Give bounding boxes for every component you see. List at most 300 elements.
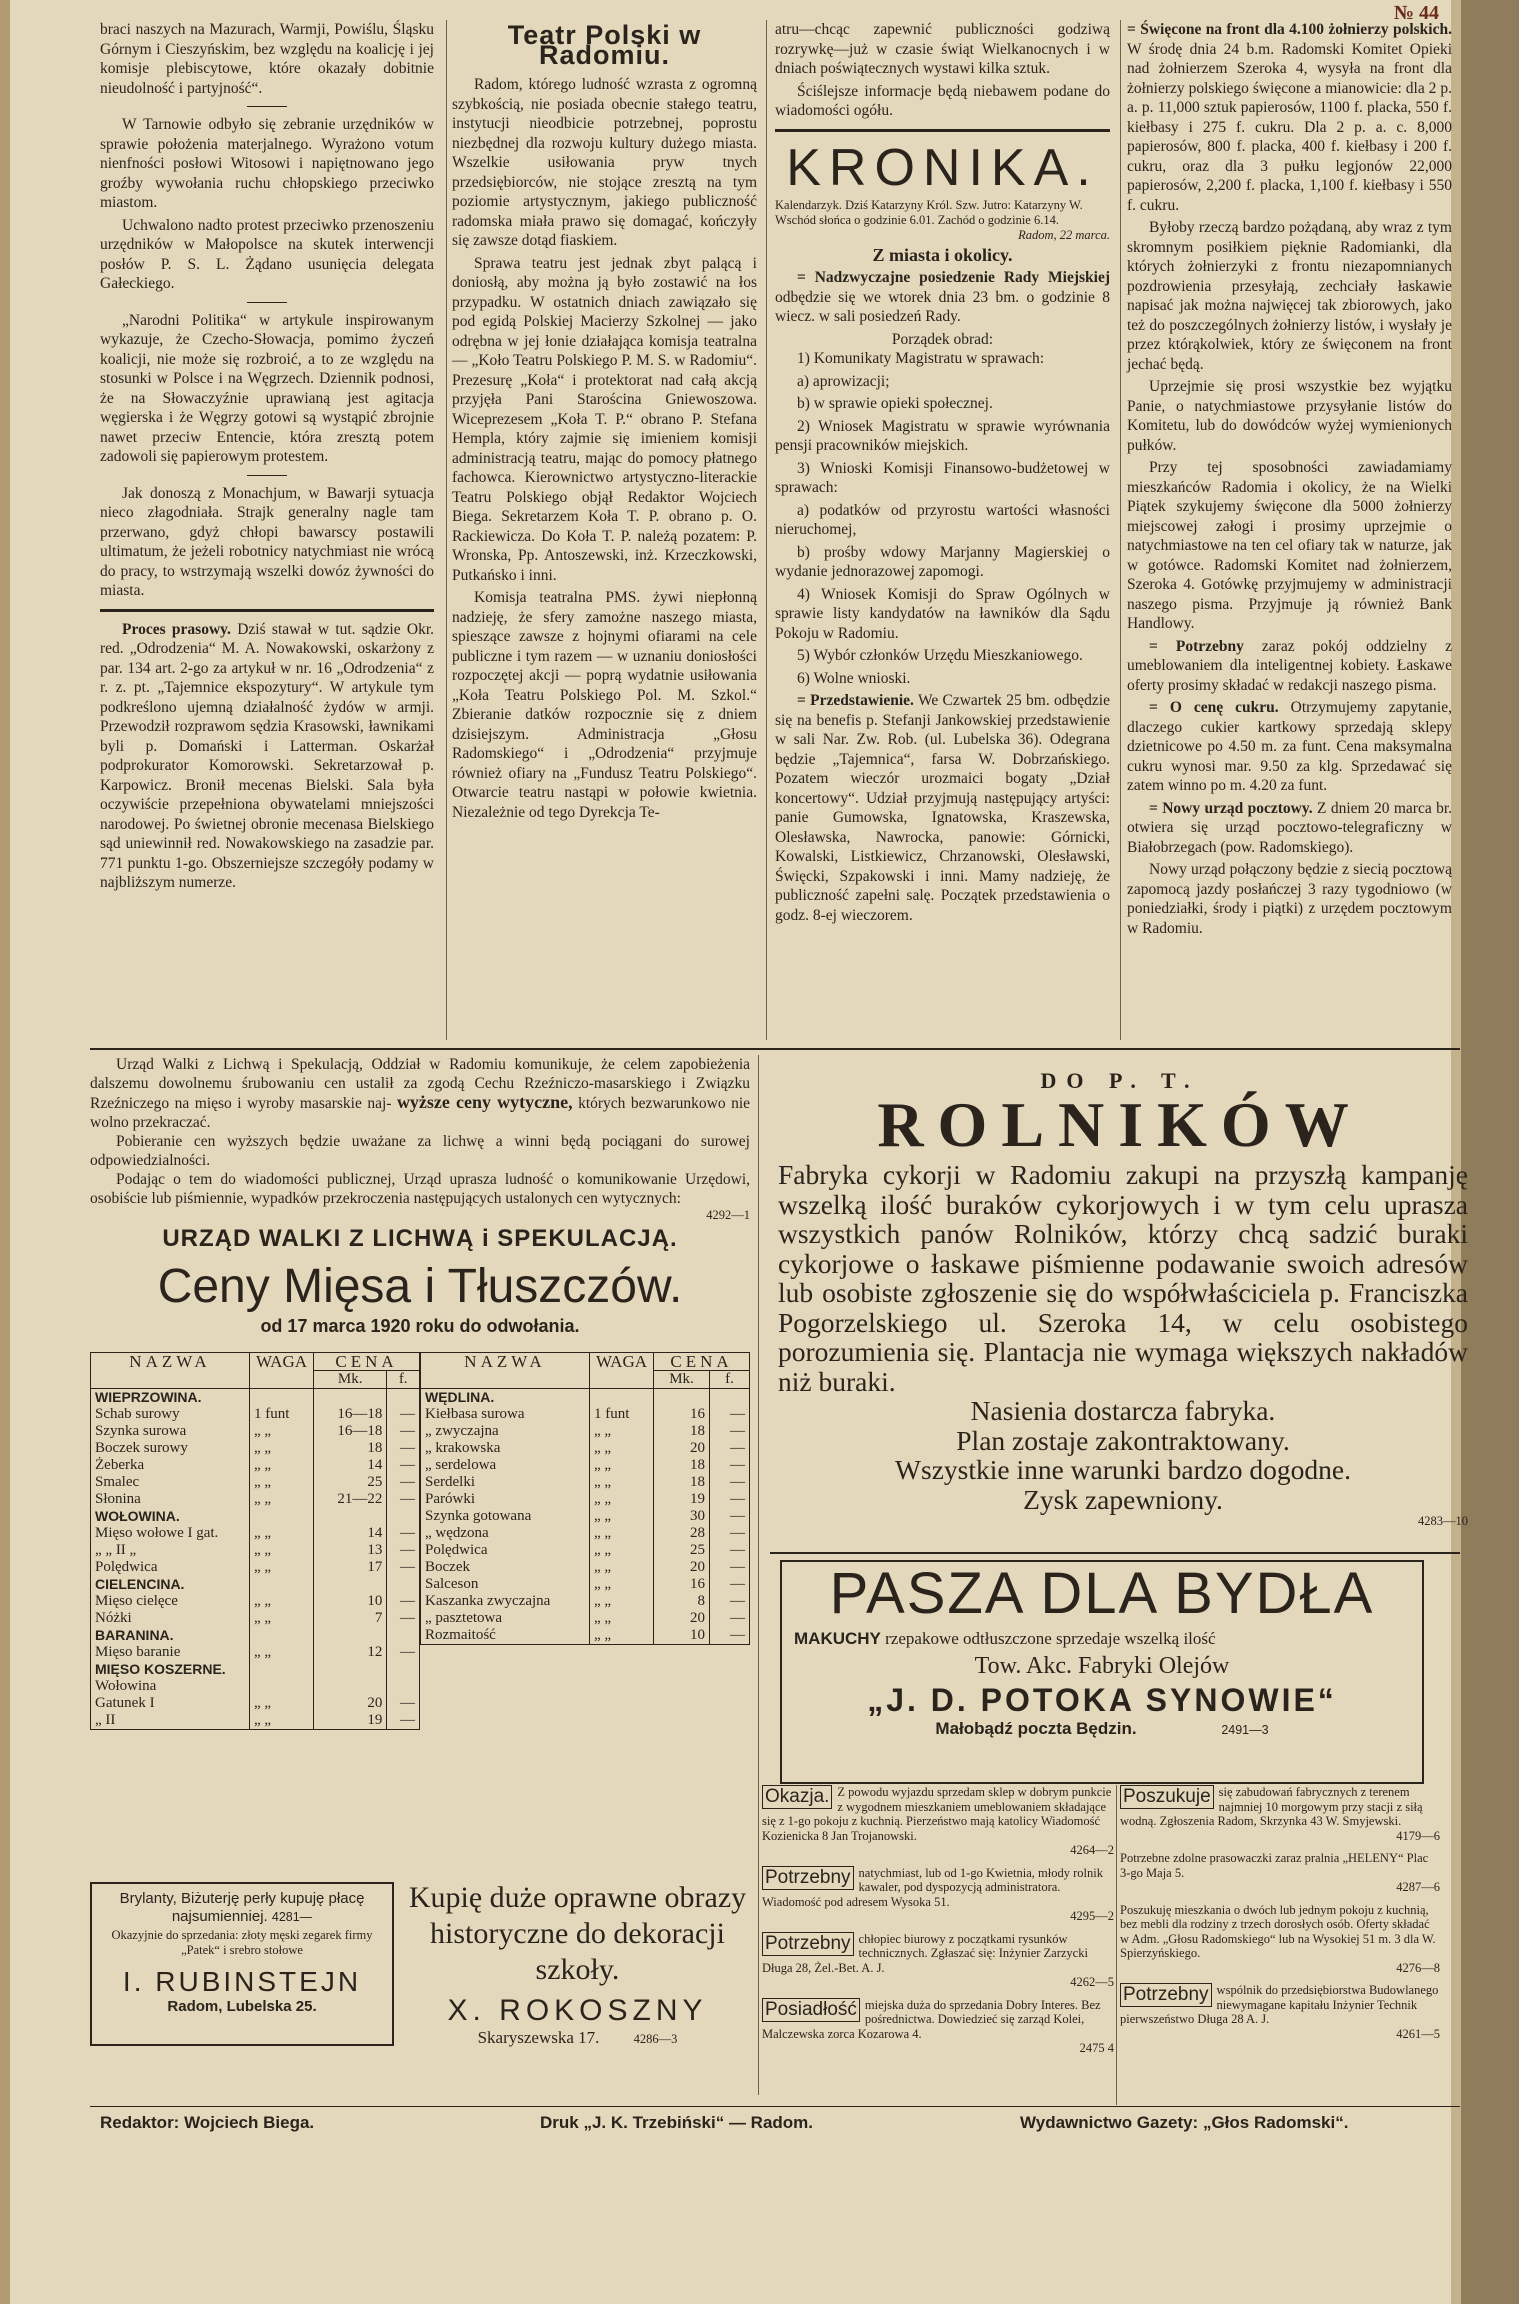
column-rule [446,20,447,1040]
article-lead: = O cenę cukru. [1149,699,1279,716]
price-mk-cell: 14 [314,1525,387,1542]
notice-text: Urząd Walki z Lichwą i Spekulacją, Oddział w Radomiu komunikuje, że celem zapobieżenia dalszemu dowolnemu śrubowaniu cen ustalił za zgodą Cechu Rzeźniczo-masarskiego i Związku Rzeźniczego na mięso i wyroby masarskie naj- [90,1056,750,1112]
header-mk: Mk. [314,1371,387,1389]
price-table-body [421,1389,750,1645]
header-waga: WAGA [250,1353,314,1389]
rubinstejn-ref: 4281— [271,1910,313,1924]
pasza-ad [780,1560,1424,1784]
price-f-cell: — [709,1525,749,1542]
price-mk-cell: 19 [314,1712,387,1730]
article-swiecone [1127,20,1452,215]
price-row [91,1559,420,1576]
price-row [421,1491,750,1508]
article-teatr-cont: atru—chcąc zapewnić publiczności godziwą rozrywkę—już w czasie świąt Wielkanocnych i w dniach poświątecznych wystawi kilka sztuk. [775,21,1110,77]
classified-text: się zabudowań fabrycznych z terenem najmniej 10 morgowym przy stacji z siłą wodną. Zgłoszenia Radom, Skrzynka 43 W. Smyjewski. [1120,1785,1423,1828]
price-mk-cell [314,1389,387,1407]
weight-cell: 1 funt [590,1406,654,1423]
weight-cell: „ „ [250,1440,314,1457]
notice-ref: 4292—1 [706,1208,750,1222]
weight-cell: „ „ [250,1491,314,1508]
footer-editor: Redaktor: Wojciech Biega. [100,2113,315,2132]
item-name: „ pasztetowa [421,1610,590,1627]
price-mk-cell: 17 [314,1559,387,1576]
header-f: f. [709,1371,749,1389]
pasza-company: Tow. Akc. Fabryki Olejów [974,1653,1230,1679]
weight-cell: „ „ [590,1559,654,1576]
price-row [421,1457,750,1474]
classified-keyword: Potrzebny [762,1866,854,1890]
weight-cell: 1 funt [250,1406,314,1423]
classified-keyword: Potrzebny [762,1932,854,1956]
section-title-city: Z miasta i okolicy. [872,244,1013,265]
classified-keyword: Okazja. [762,1785,832,1809]
article-plebiscite: braci naszych na Mazurach, Warmji, Powiślu, Śląsku Górnym i Cieszyńskim, bez względu na koalicję i jej komisje plebiscytowe, które okazały dobitnie nieudolność i partyjność“. [100,21,434,97]
weight-cell: „ „ [590,1423,654,1440]
classified-text: Potrzebne zdolne prasowaczki zaraz pralnia „HELENY“ Plac 3-go Maja 5. [1120,1851,1429,1880]
price-mk-cell: 10 [314,1593,387,1610]
price-row [421,1525,750,1542]
item-name: Mięso wołowe I gat. [91,1525,250,1542]
weight-cell: „ „ [250,1559,314,1576]
price-f-cell: — [387,1593,420,1610]
item-name: „ krakowska [421,1440,590,1457]
price-f-cell [387,1661,420,1678]
weight-cell: „ „ [590,1593,654,1610]
article-text: We Czwartek 25 bm. odbędzie się na benefis p. Stefanji Jankowskiej przedstawienie w sali Nar. Zw. Rob. (ul. Lubelska 36). Odegrana będzie „Tajemnica“, farsa W. Dobrzańskiego. Pozatem wieczór urozmaici bogaty „Dział koncertowy“. Udział przyjmują następujący artyści: panie Gumowska, Ignatowska, Kraszewska, Olesławska, Nawrocka, panowie: Górnicki, Kowalski, Listkiewicz, Chrzanowski, Olesławski, Święcki, Szpakowski i inni. Mamy nadzieję, że publiczność zapełni salę. Początek przedstawienia o godz. 8-ej wieczorem. [775,692,1110,924]
footer-rule [90,2106,1460,2107]
price-row [421,1559,750,1576]
classified-ref: 4287—6 [1396,1880,1440,1894]
pasza-address [782,1719,1422,1739]
rubinstejn-line: Brylanty, Biżuterję perły kupuję płacę najsumienniej. [119,1890,365,1925]
article-text: odbędzie się we wtorek dnia 23 bm. o godzinie 8 wiecz. w sali posiedzeń Rady. [775,288,1110,325]
price-f-cell [387,1627,420,1644]
agenda-item: 6) Wolne wnioski. [797,669,911,687]
weight-cell: „ „ [590,1457,654,1474]
classified-ref: 4295—2 [1070,1909,1114,1923]
price-mk-cell: 20 [314,1695,387,1712]
price-mk-cell: 20 [654,1440,710,1457]
classified-ad [1120,1983,1440,2041]
classified-ad [1120,1851,1440,1895]
price-mk-cell: 20 [654,1610,710,1627]
classified-text: Z powodu wyjazdu sprzedam sklep w dobrym punkcie z wygodnem mieszkaniem umeblowaniem składające się z 1-go pokoju z kuchnią. Pierzeństwo mają katolicy Wiadomość Kozienicka 8 Jan Trojanowski. [762,1785,1112,1843]
price-f-cell: — [709,1542,749,1559]
rokoszny-text: Kupię duże oprawne obrazy historyczne do dekoracji szkoły. [408,1881,747,1986]
price-row [421,1576,750,1593]
weight-cell: „ „ [590,1576,654,1593]
column-3 [775,20,1110,928]
pasza-makuchy: MAKUCHY [794,1629,881,1648]
rokoszny-address [405,2028,750,2048]
notice-emphasis: wyższe ceny wytyczne, [396,1092,573,1112]
article-lead: = Nowy urząd pocztowy. [1149,799,1313,817]
price-f-cell: — [709,1491,749,1508]
article-teatr-p3: Komisja teatralna PMS. żywi niepłonną nadzieję, że sfery zamożne naszego miasta, spieszące zawsze z hojnymi ofiarami na cele publiczne i tym razem — w uznaniu doniosłości rozpoczętej akcji — poprą wydatnie usiłowania „Koła Teatru Polskiego Pol. M. Szkol.“ Zbieranie datków rozpocznie się z dniem dzisiejszym. Administracja „Głosu Radomskiego“ i „Odrodzenia“ przyjmuje również ofiary na „Fundusz Teatru Polskiego“. Otwarcie teatru nastąpi w połowie kwietnia. Niezależnie od tego Dyrekcja Te- [452,589,757,821]
price-f-cell: — [387,1491,420,1508]
article-lead: = Potrzebny [1149,637,1244,655]
rubinstejn-offer: Okazyjnie do sprzedania: złoty męski zegarek firmy „Patek“ i srebro stołowe [111,1928,373,1957]
section-divider [90,1048,1460,1050]
article-bavaria: Jak donoszą z Monachjum, w Bawarji sytuacja nieco złagodniała. Strajk generalny nagle tam przerwano, gdyż chłopi bawarscy postawili ultimatum, że jeżeli robotnicy natychmiast nie wrócą do pracy, to wstrzymają wszelki dowóz żywności do miasta. [100,484,434,599]
item-name: Rozmaitość [421,1627,590,1645]
notice-urzad-walki [90,1055,750,1223]
article-press-trial [100,620,434,893]
agenda-item: 1) Komunikaty Magistratu w sprawach: [797,350,1045,367]
price-f-cell [709,1389,749,1407]
price-mk-cell [314,1508,387,1525]
item-name: Polędwica [91,1559,250,1576]
price-row [421,1423,750,1440]
header-mk: Mk. [654,1371,710,1389]
weight-cell [250,1661,314,1678]
price-mk-cell: 10 [654,1627,710,1645]
price-mk-cell: 16 [654,1406,710,1423]
notice-p2: Pobieranie cen wyższych będzie uważane za lichwę a winni będą pociągani do surowej odpowiedzialności. [90,1133,750,1169]
price-row [421,1593,750,1610]
rolnikow-line: Wszystkie inne warunki bardzo dogodne. [895,1454,1351,1485]
rokoszny-name: X. ROKOSZNY [447,1994,708,2027]
section-rule [775,129,1110,132]
weight-cell: „ „ [590,1440,654,1457]
article-rada [775,268,1110,327]
separator [247,475,287,476]
classified-ref: 2475 4 [1079,2041,1114,2055]
rokoszny-ad [405,1880,750,2048]
article-narodni-politika: „Narodni Politika“ w artykule inspirowanym wykazuje, że Czecho-Słowacja, pomimo życzeń koalicji, nie może się rozbroić, a to ze względu na stosunki w Polsce i na Węgrzech. Dziennik podnosi, że na Słowaczyźnie uprawianą jest agitacja węgierska i że Węgrzy gotowi są wystąpić zbrojnie nawet przeciw Entencie, która zresztą potem zadowoli się papierowym protestem. [100,311,434,465]
column-2 [452,20,757,825]
price-row [91,1678,420,1695]
article-urzad-pocztowy [1127,799,1452,858]
price-row [91,1423,420,1440]
price-mk-cell [314,1576,387,1593]
price-mk-cell: 30 [654,1508,710,1525]
price-table-left [90,1352,420,1730]
item-name: Mięso baranie [91,1644,250,1661]
weight-cell: „ „ [590,1542,654,1559]
rubinstejn-text [92,1884,392,1926]
article-text: Dziś stawał w tut. sądzie Okr. red. „Odrodzenia“ M. A. Nowakowski, oskarżony z par. 134 art. 2-go za artykuł w nr. 16 „Odrodzenia“ z r. z. pt. „Tajemnice ekspozytury“. W artykule tym podkreślono ujemną działalność żydów w armji. Przewodził rozprawom sędzia Krasowski, ławnikami byli p. Domański i Latterman. Oskarżał podprokurator Komorowski. Sekretarzował p. Karpowicz. Bronił mecenas Bielski. Sala była oczywiście przepełniona obywatelami mniejszości narodowej. Po świetnej obronie mecenasa Bielskiego sąd uniewinnił red. Nowakowskiego na zasadzie par. 771 punktu 1-go. Obszerniejsze szczegóły podamy w najbliższym numerze. [100,620,435,891]
article-text: Otrzymujemy zapytanie, dlaczego cukier kartkowy sprzedają sklepy dzietnicowe po 4.50 m. za funt. Cena maksymalna cukru wynosi mar. 9.50 za klg. Sprzedawać się zatem winno po m. 4.20 za funt. [1127,699,1452,794]
article-tarnow-protest: Uchwalono nadto protest przeciwko przenoszeniu urzędników w Małopolsce na skutek interwencji posłów P. S. L. Żądano usunięcia delegata Gałeckiego. [100,216,434,292]
classifieds-middle [762,1785,1114,2064]
item-name: Szynka gotowana [421,1508,590,1525]
price-f-cell: — [387,1474,420,1491]
classified-text: miejska duża do sprzedania Dobry Interes. Bez pośrednictwa. Dowiedzieć się zarząd Kolei, Malczewska zorca Kozarowa 4. [762,1997,1101,2041]
article-swiecone-p4: Przy tej sposobności zawiadamiamy mieszkańców Radomia i okolicy, że na Wielki Piątek szykujemy święcone dla 5000 żołnierzy miejscowej załogi i prosimy uprzejmie o natychmiastowe na ten cel ofiary tak w naturze, jak w gotówce. Radomski Komitet nad żołnierzem, Szeroka 4. Gotówkę przyjmujemy w administracji naszego pisma. Przyjmuje ją również Bank Handlowy. [1127,459,1452,632]
weight-cell: „ „ [250,1542,314,1559]
price-f-cell: — [709,1627,749,1645]
item-name: Boczek surowy [91,1440,250,1457]
price-category-row [91,1508,420,1525]
price-row [421,1610,750,1627]
article-text: Z dniem 20 marca br. otwiera się urząd pocztowo-telegraficzny w Białobrzegach (pow. Radomskiego). [1127,799,1453,856]
rubinstejn-address: Radom, Lubelska 25. [167,1998,317,2015]
category-name: WĘDLINA. [421,1389,590,1407]
article-potrzebny [1127,637,1452,696]
weight-cell: „ „ [250,1712,314,1730]
article-urzad-pocztowy-p2: Nowy urząd połączony będzie z siecią pocztową zapomocą jazdy posłańczej 3 razy tygodniowo (w poniedziałki, środy i piątki) z urzędem pocztowym w Radomiu. [1127,861,1452,937]
item-name: Kaszanka zwyczajna [421,1593,590,1610]
price-category-row [421,1389,750,1407]
price-mk-cell: 25 [314,1474,387,1491]
classified-ad [762,1785,1114,1858]
notice-text: których bezwarunkowo nie wolno przekraczać. [90,1095,751,1131]
price-f-cell: — [387,1440,420,1457]
price-mk-cell [654,1389,710,1407]
price-table-body [91,1389,420,1730]
weight-cell [250,1627,314,1644]
ceny-date: od 17 marca 1920 roku do odwołania. [260,1316,580,1336]
agenda-item: b) w sprawie opieki społecznej. [797,395,993,412]
item-name: „ II [91,1712,250,1730]
left-page-edge [0,0,10,2304]
article-lead: = Przedstawienie. [797,692,914,709]
classified-text: Poszukuję mieszkania o dwóch lub jednym pokoju z kuchnią, bez mebli dla rodziny z trzech dorosłych osób. Oferty składać w Adm. „Głosu Radomskiego“ lub na Wysokiej 51 m. 3 dla W. Spierzyńskiego. [1120,1902,1436,1960]
classified-text: wspólnik do przedsiębiorstwa Budowlanego niewymagane kapitału Inżynier Technik pierwszeństwo Długa 28 A. J. [1120,1983,1439,2026]
header-waga: WAGA [590,1353,654,1389]
article-teatr-info: Ściślejsze informacje będą niebawem podane do wiadomości ogółu. [775,82,1110,119]
separator [247,302,287,303]
weight-cell: „ „ [250,1457,314,1474]
price-mk-cell: 18 [654,1457,710,1474]
weight-cell [250,1678,314,1695]
price-f-cell: — [709,1474,749,1491]
footer-publisher: Wydawnictwo Gazety: „Głos Radomski“. [1020,2113,1349,2132]
price-f-cell: — [709,1593,749,1610]
classified-keyword: Poszukuje [1120,1785,1214,1809]
article-tarnow: W Tarnowie odbyło się zebranie urzędników w sprawie położenia materjalnego. Wyrażono votum nienfności posłowi Witosowi i napiętnowano jego groźby wywołania ruchu chłopskiego przeciwko miastom. [100,116,434,211]
price-category-row [91,1661,420,1678]
classified-text: natychmiast, lub od 1-go Kwietnia, młody rolnik kawaler, pod dyspozycją administratora. Wiadomość pod adresem Wysoka 51. [762,1865,1103,1909]
price-row [91,1491,420,1508]
price-row [421,1508,750,1525]
price-f-cell [387,1389,420,1407]
classified-ref: 4262—5 [1070,1975,1114,1989]
agenda-item: 3) Wnioski Komisji Finansowo-budżetowej w sprawach: [775,459,1110,496]
weight-cell: „ „ [250,1644,314,1661]
weight-cell: „ „ [590,1491,654,1508]
weight-cell: „ „ [250,1474,314,1491]
price-mk-cell: 12 [314,1644,387,1661]
classified-ref: 4261—5 [1396,2026,1440,2041]
urzad-heading: URZĄD WALKI Z LICHWĄ i SPEKULACJĄ. [162,1225,678,1252]
price-f-cell: — [709,1406,749,1423]
classified-ref: 4179—6 [1396,1828,1440,1843]
pasza-text: rzepakowe odtłuszczone sprzedaje wszelką ilość [885,1629,1216,1648]
weight-cell: „ „ [590,1474,654,1491]
section-title-kronika: KRONIKA. [786,138,1099,197]
classified-ref: 4276—8 [1396,1960,1440,1975]
price-mk-cell: 18 [314,1440,387,1457]
footer-printer: Druk „J. K. Trzebiński“ — Radom. [540,2113,814,2132]
rolnikow-body [778,1160,1468,1529]
price-f-cell: — [387,1457,420,1474]
weight-cell: „ „ [250,1593,314,1610]
price-mk-cell: 8 [654,1593,710,1610]
category-name: MIĘSO KOSZERNE. [91,1661,250,1678]
price-f-cell: — [387,1644,420,1661]
dateline: Radom, 22 marca. [1018,227,1110,242]
header-nazwa: NAZWA [91,1353,250,1389]
price-mk-cell: 18 [654,1423,710,1440]
weight-cell [250,1389,314,1407]
pasza-address-text: Małobądź poczta Będzin. [935,1719,1137,1738]
item-name: Wołowina [91,1678,250,1695]
rolnikow-line: Zysk zapewniony. [1023,1483,1223,1515]
weight-cell [250,1576,314,1593]
price-mk-cell: 28 [654,1525,710,1542]
article-swiecone-p2: Byłoby rzeczą bardzo pożądaną, aby wraz z tym skromnym posiłkiem pięknie Radomianki, dla których żołnierzyki z frontu niezapomnianych pozdrowienia przesyłają, zechciały łaskawie napisać jak można najwięcej tak zbiorowych, jako też do poszczególnych żołnierzy listów, i wysłały je przez którąkolwiek, który ze święconem na front jechać będą. [1127,219,1452,373]
article-swiecone-p3: Uprzejmie się prosi wszystkie bez wyjątku Panie, o natychmiastowe przysyłanie listów do Komitetu, lub do dowódców wyżej wymienionych pułków. [1127,378,1452,454]
price-f-cell [387,1508,420,1525]
weight-cell [590,1389,654,1407]
weight-cell: „ „ [250,1695,314,1712]
item-name: Mięso cielęce [91,1593,250,1610]
price-row [91,1525,420,1542]
price-f-cell [387,1678,420,1695]
price-mk-cell: 19 [654,1491,710,1508]
item-name: Słonina [91,1491,250,1508]
item-name: Boczek [421,1559,590,1576]
item-name: Kiełbasa surowa [421,1406,590,1423]
price-mk-cell: 21—22 [314,1491,387,1508]
price-f-cell: — [387,1610,420,1627]
item-name: Szynka surowa [91,1423,250,1440]
separator [247,106,287,107]
price-mk-cell: 14 [314,1457,387,1474]
category-name: WIEPRZOWINA. [91,1389,250,1407]
item-name: „ serdelowa [421,1457,590,1474]
price-mk-cell: 16 [654,1576,710,1593]
item-name: Nóżki [91,1610,250,1627]
column-rule [1116,1785,1117,2105]
item-name: „ zwyczajna [421,1423,590,1440]
price-f-cell: — [709,1559,749,1576]
column-rule [758,1055,759,2095]
price-mk-cell: 16—18 [314,1423,387,1440]
rolnikow-ref: 4283—10 [1418,1514,1468,1528]
item-name: Schab surowy [91,1406,250,1423]
column-1 [100,20,434,896]
price-row [421,1406,750,1423]
price-row [91,1593,420,1610]
price-row [91,1712,420,1730]
headline-teatr: Teatr Polski w Radomiu. [507,20,702,70]
item-name: Smalec [91,1474,250,1491]
rolnikow-title: ROLNIKÓW [877,1089,1363,1160]
item-name: „ wędzona [421,1525,590,1542]
rubinstejn-ad [90,1882,394,2046]
header-f: f. [387,1371,420,1389]
agenda-item: a) aprowizacji; [797,372,890,390]
price-row [421,1542,750,1559]
price-mk-cell [314,1627,387,1644]
classified-ad [1120,1785,1440,1843]
price-f-cell [387,1576,420,1593]
agenda-title: Porządek obrad: [891,330,994,348]
item-name: „ „ II „ [91,1542,250,1559]
agenda-item: 5) Wybór członków Urzędu Mieszkaniowego. [797,647,1083,664]
calendar-note: Kalendarzyk. Dziś Katarzyny Król. Szw. Jutro: Katarzyny W. [775,197,1083,212]
category-name: WOŁOWINA. [91,1508,250,1525]
rolnikow-line: Nasienia dostarcza fabryka. [970,1395,1276,1426]
price-row [91,1440,420,1457]
price-table-right [420,1352,750,1645]
rokoszny-ref: 4286—3 [633,2032,678,2046]
pasza-ref: 2491—3 [1221,1723,1269,1737]
column-4 [1127,20,1452,941]
pasza-title: PASZA DLA BYDŁA [829,1561,1375,1626]
page-number: № 44 [1393,2,1439,24]
ad-divider [770,1552,1460,1554]
weight-cell: „ „ [250,1525,314,1542]
price-category-row [91,1389,420,1407]
weight-cell: „ „ [250,1423,314,1440]
agenda-item: 4) Wniosek Komisji do Spraw Ogólnych w sprawie listy kandydatów na ławników dla Sądu Pokoju w Radomiu. [775,585,1110,642]
weight-cell: „ „ [250,1610,314,1627]
column-rule [1120,20,1121,1040]
price-f-cell: — [709,1508,749,1525]
classified-ref: 4264—2 [1070,1843,1114,1857]
rubinstejn-name: I. RUBINSTEJN [122,1966,362,1997]
price-f-cell: — [387,1695,420,1712]
agenda-item: a) podatków od przyrostu wartości własności nieruchomej, [775,501,1110,538]
price-f-cell: — [387,1542,420,1559]
header-cena: CENA [654,1353,750,1371]
section-rule [100,609,434,612]
classified-keyword: Posiadłość [762,1998,860,2022]
price-mk-cell: 25 [654,1542,710,1559]
classified-ad [762,1932,1114,1990]
classifieds-right [1120,1785,1440,2049]
classified-ad [762,1866,1114,1924]
item-name: Serdelki [421,1474,590,1491]
article-lead: Proces prasowy. [122,620,231,638]
item-name: Polędwica [421,1542,590,1559]
classified-keyword: Potrzebny [1120,1983,1212,2007]
price-category-row [91,1576,420,1593]
price-f-cell: — [709,1440,749,1457]
price-row [91,1610,420,1627]
ceny-heading: Ceny Mięsa i Tłuszczów. [157,1260,683,1313]
price-row [421,1474,750,1491]
category-name: CIELENCINA. [91,1576,250,1593]
price-row [91,1457,420,1474]
column-rule [766,20,767,1040]
agenda-item: 2) Wniosek Magistratu w sprawie wyrównania pensji pracowników miejskich. [775,417,1110,454]
price-row [421,1440,750,1457]
price-row [91,1644,420,1661]
price-f-cell: — [387,1712,420,1730]
price-mk-cell: 16—18 [314,1406,387,1423]
weight-cell: „ „ [590,1610,654,1627]
classified-ad [1120,1903,1440,1976]
agenda-item: b) prośby wdowy Marjanny Magierskiej o wydanie jednorazowej zapomogi. [775,543,1110,580]
notice-p1 [90,1055,750,1132]
item-name: Salceson [421,1576,590,1593]
price-mk-cell: 20 [654,1559,710,1576]
item-name: Gatunek I [91,1695,250,1712]
price-f-cell: — [709,1576,749,1593]
rolnikow-text: Fabryka cykorji w Radomiu zakupi na przyszłą kampanję wszelką ilość buraków cykorjowych i w tym celu uprasza wszystkich panów Rolników, którzy chcą sadzić buraki cykorjowe o łaskawe piśmienne podawanie swoich adresów lub osobiste zgłoszenie się do współwłaściciela p. Franciszka Pogorzelskiego ul. Szeroka 14, w celu osobistego porozumienia się. Plantacja nie wymaga większych nakładów niż buraki. [778,1159,1468,1397]
weight-cell [250,1508,314,1525]
price-f-cell: — [387,1525,420,1542]
rokoszny-address-text: Skaryszewska 17. [477,2028,600,2047]
price-mk-cell: 13 [314,1542,387,1559]
price-row [91,1406,420,1423]
article-text: W środę dnia 24 b.m. Radomski Komitet Opieki nad żołnierzem Szeroka 4, wysyła na front dla żołnierzy polskiego święcone a mianowicie: dla 2 p. a. p. 11,000 sztuk papierosów, 1100 f. placka, 550 f. kiełbasy i 275 f. cukru. Dla 2 p. a. c. 8,000 papierosów, 800 f. placka, 400 f. kiełbasy i 200 f. cukru, oraz dla 3 pułku legjonów 22,000 papierosów, 2,200 f. placka, 1,100 f. kiełbasy i 550 f. cukru. [1127,40,1452,214]
